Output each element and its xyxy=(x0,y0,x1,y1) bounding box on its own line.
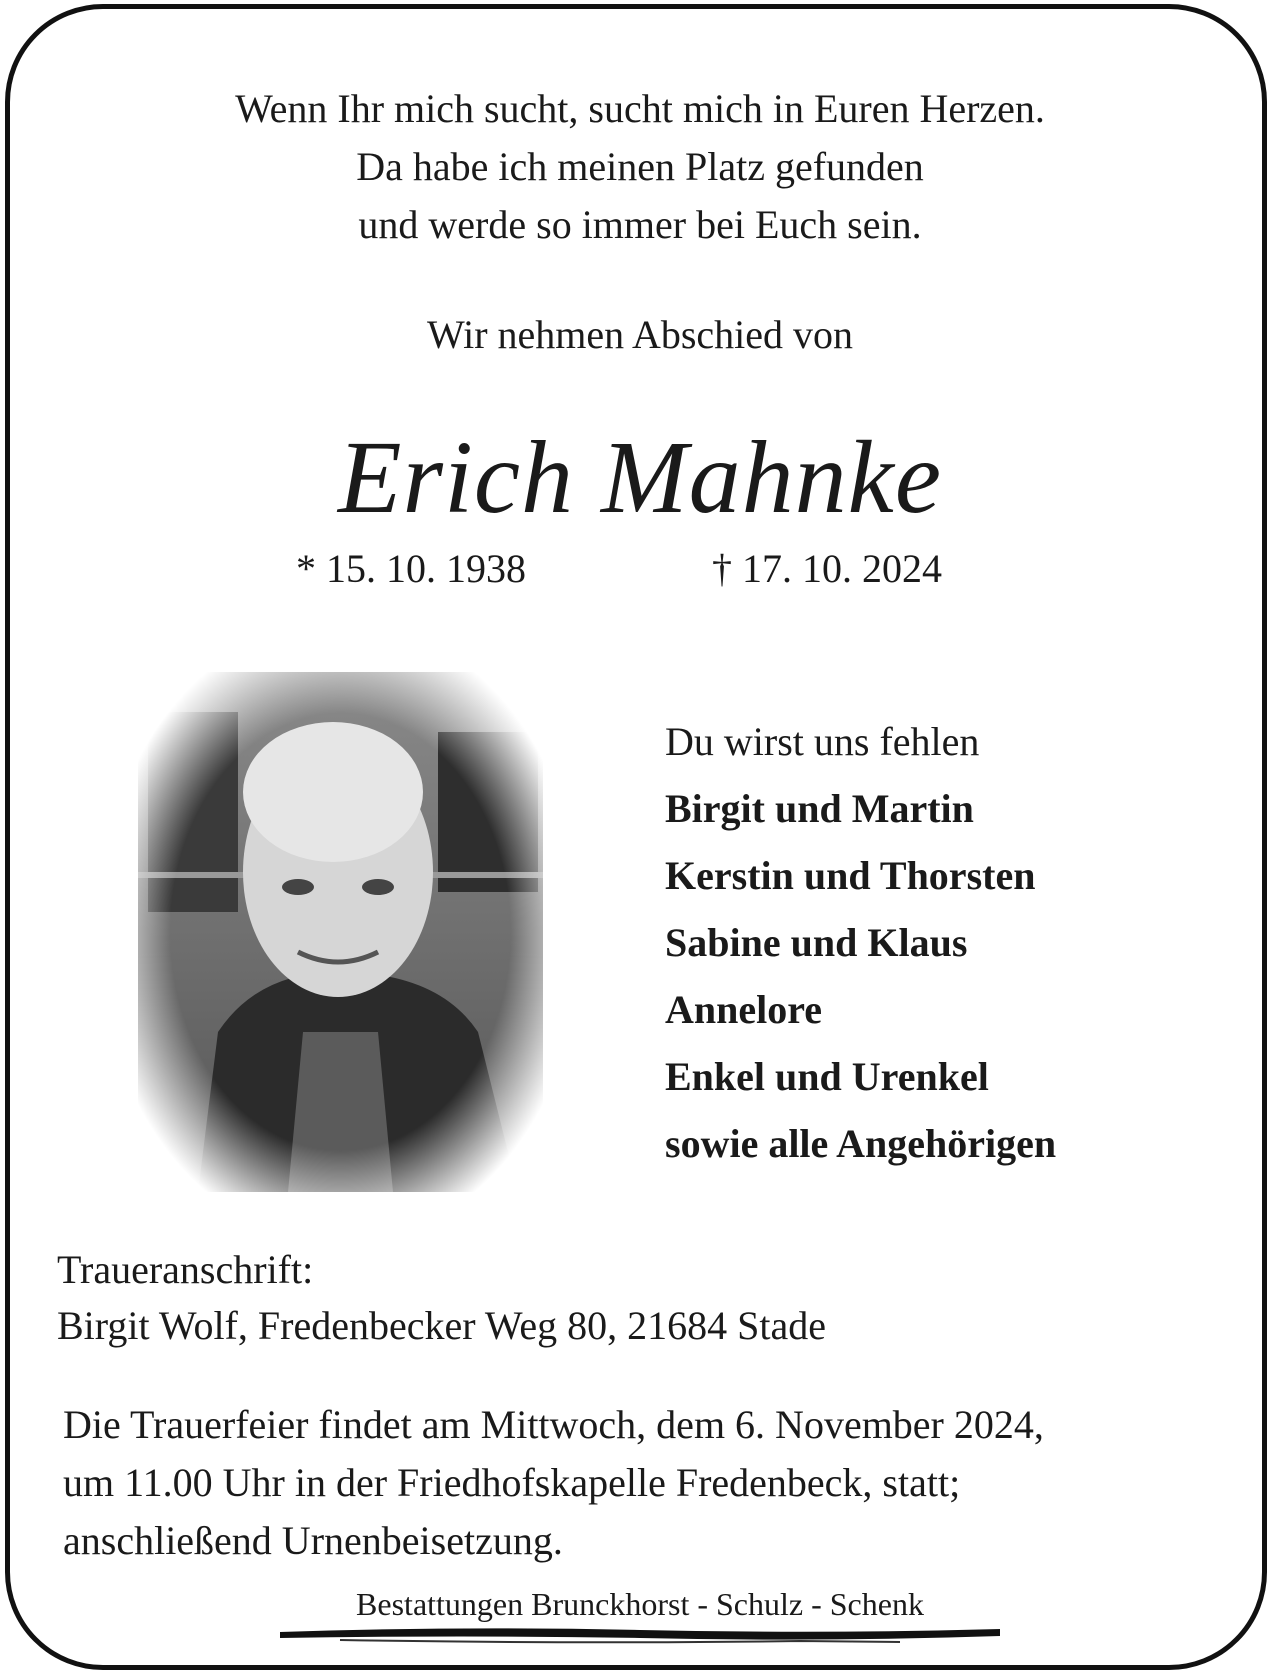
poem-line-3: und werde so immer bei Euch sein. xyxy=(358,202,922,247)
ceremony-info xyxy=(63,1396,1044,1570)
farewell-text: Wir nehmen Abschied von xyxy=(426,312,854,357)
deceased-name: Erich Mahnke xyxy=(337,420,942,535)
family-member: sowie alle Angehörigen xyxy=(665,1121,1057,1166)
ceremony-line-3: anschließend Urnenbeisetzung. xyxy=(63,1518,563,1563)
ceremony-line-2: um 11.00 Uhr in der Friedhofskapelle Fredenbeck, statt; xyxy=(63,1460,961,1505)
poem-line-2: Da habe ich meinen Platz gefunden xyxy=(356,144,924,189)
brush-stroke-divider xyxy=(280,1620,1000,1646)
family-list xyxy=(665,708,1056,1177)
family-member: Birgit und Martin xyxy=(665,786,974,831)
poem xyxy=(0,80,1280,254)
death-date: † 17. 10. 2024 xyxy=(712,546,942,591)
family-member: Sabine und Klaus xyxy=(665,920,968,965)
ceremony-line-1: Die Trauerfeier findet am Mittwoch, dem 6. November 2024, xyxy=(63,1402,1044,1447)
birth-date: * 15. 10. 1938 xyxy=(296,546,526,591)
undertaker-name: Bestattungen Brunckhorst - Schulz - Schenk xyxy=(356,1586,924,1622)
family-member: Annelore xyxy=(665,987,823,1032)
portrait-photo xyxy=(138,672,543,1192)
address-label: Traueranschrift: xyxy=(57,1247,314,1292)
address-line: Birgit Wolf, Fredenbecker Weg 80, 21684 Stade xyxy=(57,1303,826,1348)
family-intro: Du wirst uns fehlen xyxy=(665,719,980,764)
poem-line-1: Wenn Ihr mich sucht, sucht mich in Euren Herzen. xyxy=(235,86,1045,131)
mourning-address xyxy=(57,1242,826,1354)
family-member: Enkel und Urenkel xyxy=(665,1054,989,1099)
family-member: Kerstin und Thorsten xyxy=(665,853,1036,898)
